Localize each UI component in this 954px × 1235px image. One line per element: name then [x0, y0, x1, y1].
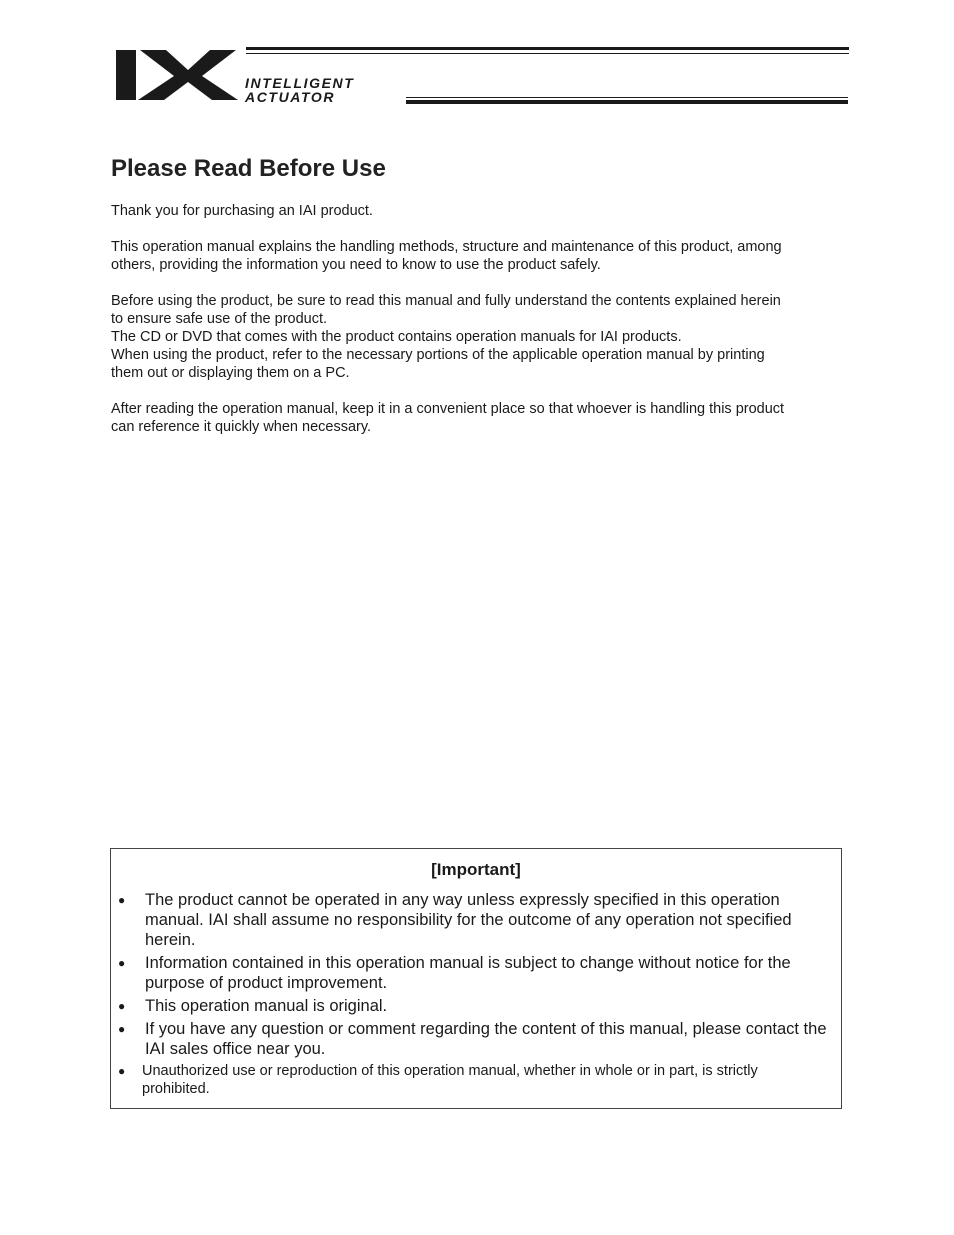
- text-line: can reference it quickly when necessary.: [111, 419, 372, 435]
- paragraph-manual-purpose: [111, 238, 846, 274]
- bullet-icon: ●: [118, 999, 126, 1013]
- important-title: [Important]: [431, 860, 521, 879]
- header-rule-top-thin: [246, 53, 849, 54]
- important-item: [111, 890, 827, 950]
- important-item-text: Information contained in this operation manual is subject to change without notice for the purpose of product improvement.: [145, 954, 791, 992]
- text-line: This operation manual explains the handling methods, structure and maintenance of this product, among: [111, 239, 782, 255]
- intro-text: [111, 202, 846, 454]
- important-item: [111, 996, 827, 1016]
- bullet-icon: ●: [118, 893, 126, 907]
- logo-text: [245, 76, 354, 104]
- text-line: After reading the operation manual, keep it in a convenient place so that whoever is handling this product: [111, 401, 785, 417]
- important-item-text: This operation manual is original.: [145, 997, 388, 1015]
- page-header: [0, 0, 954, 120]
- header-rule-bottom-thin: [406, 97, 848, 98]
- important-item: [111, 1019, 827, 1059]
- important-item-text: The product cannot be operated in any way unless expressly specified in this operation manual. IAI shall assume no responsibility for the outcome of any operation not specified herein.: [145, 891, 792, 949]
- important-item-text: Unauthorized use or reproduction of this operation manual, whether in whole or in part, is strictly prohibited.: [142, 1063, 758, 1097]
- page-title: Please Read Before Use: [111, 155, 386, 182]
- iai-logo-icon: [112, 46, 240, 102]
- text-line: them out or displaying them on a PC.: [111, 365, 350, 381]
- important-notice-box: [110, 848, 842, 1109]
- text-line: to ensure safe use of the product.: [111, 311, 328, 327]
- paragraph-thanks: [111, 202, 846, 220]
- bullet-icon: ●: [118, 1064, 126, 1078]
- text-line: The CD or DVD that comes with the product contains operation manuals for IAI products.: [111, 329, 682, 345]
- text-line: Thank you for purchasing an IAI product.: [111, 203, 373, 219]
- important-item-text: If you have any question or comment regarding the content of this manual, please contact the IAI sales office near you.: [145, 1020, 827, 1058]
- logo-line-1: INTELLIGENT: [245, 75, 355, 91]
- paragraph-before-use: [111, 292, 846, 382]
- logo-line-2: ACTUATOR: [245, 89, 336, 105]
- paragraph-keep-manual: [111, 400, 846, 436]
- text-line: others, providing the information you need to know to use the product safely.: [111, 257, 601, 273]
- bullet-icon: ●: [118, 1022, 126, 1036]
- bullet-icon: ●: [118, 956, 126, 970]
- text-line: When using the product, refer to the necessary portions of the applicable operation manual by printing: [111, 347, 765, 363]
- important-item: [111, 953, 827, 993]
- header-rule-bottom: [406, 100, 848, 104]
- important-list: [111, 890, 841, 1098]
- important-item: [111, 1062, 827, 1098]
- header-rule-top: [246, 47, 849, 50]
- text-line: Before using the product, be sure to read this manual and fully understand the contents explained herein: [111, 293, 781, 309]
